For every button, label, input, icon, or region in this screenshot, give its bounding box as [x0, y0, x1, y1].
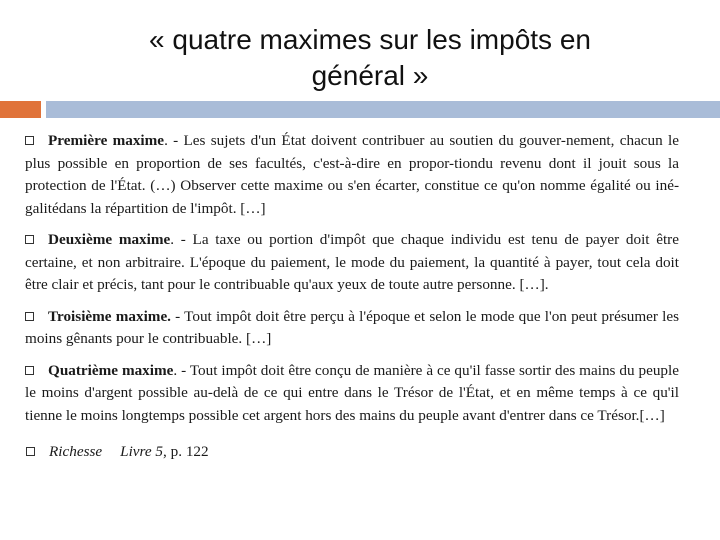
- source-book: Livre 5: [120, 443, 164, 460]
- title-line-1: « quatre maximes sur les impôts en: [149, 24, 591, 55]
- maxime-title: Deuxième maxime: [48, 231, 171, 248]
- maxime-title: Première maxime: [48, 132, 165, 149]
- accent-bar-orange: [0, 101, 41, 118]
- slide-title: [90, 22, 650, 94]
- square-bullet-icon: [25, 366, 34, 375]
- square-bullet-icon: [25, 235, 34, 244]
- maxime-text: . - Les sujets d'un État doivent contribuer au soutien du gouver-nement, chacun le plus possible en proportion de ses facultés, c'est-à-dire en propor-tiondu revenu dont il jouit sous la protection de l'État. (…) Observer cette maxime ou s'en écarter, constitue ce qu'on nomme égalité ou iné-galitédans la répartition de l'impôt. […]: [25, 132, 679, 217]
- accent-bar-blue: [46, 101, 720, 118]
- maxime-title: Troisième maxime.: [48, 307, 171, 325]
- maxime-paragraph-2: [25, 229, 679, 297]
- maxime-title: Quatrième maxime: [48, 361, 174, 379]
- maxime-text: . - Tout impôt doit être conçu de manière à ce qu'il fasse sortir des mains du peuple le moins d'argent possible au-delà de ce qui entre dans le Trésor de l'État, et en même temps à ce qu'il tienne le moins longtemps possible cet argent hors des mains du peuple avant d'entrer dans ce Trésor.[…]: [25, 361, 679, 424]
- maxime-text: - Tout impôt doit être perçu à l'époque et selon le mode que l'on peut présumer les moins gênants pour le contribuable. […]: [25, 307, 679, 347]
- square-bullet-icon: [26, 447, 35, 456]
- slide-content: [25, 130, 679, 473]
- source-work: Richesse: [49, 443, 103, 460]
- square-bullet-icon: [25, 136, 34, 145]
- title-line-2: général »: [311, 60, 429, 91]
- maxime-text: . - La taxe ou portion d'impôt que chaque individu est tenu de payer doit être certaine, et non arbitraire. L'époque du paiement, le mode du paiement, la quantité à payer, tout cela doit être clair et précis, tant pour le contribuable qu'aux yeux de toute autre personne. […].: [25, 231, 679, 293]
- source-citation: [25, 441, 679, 464]
- maxime-paragraph-4: [25, 360, 679, 428]
- maxime-paragraph-1: [25, 130, 679, 220]
- maxime-paragraph-3: [25, 306, 679, 351]
- source-page: , p. 122: [163, 443, 209, 460]
- square-bullet-icon: [25, 312, 34, 321]
